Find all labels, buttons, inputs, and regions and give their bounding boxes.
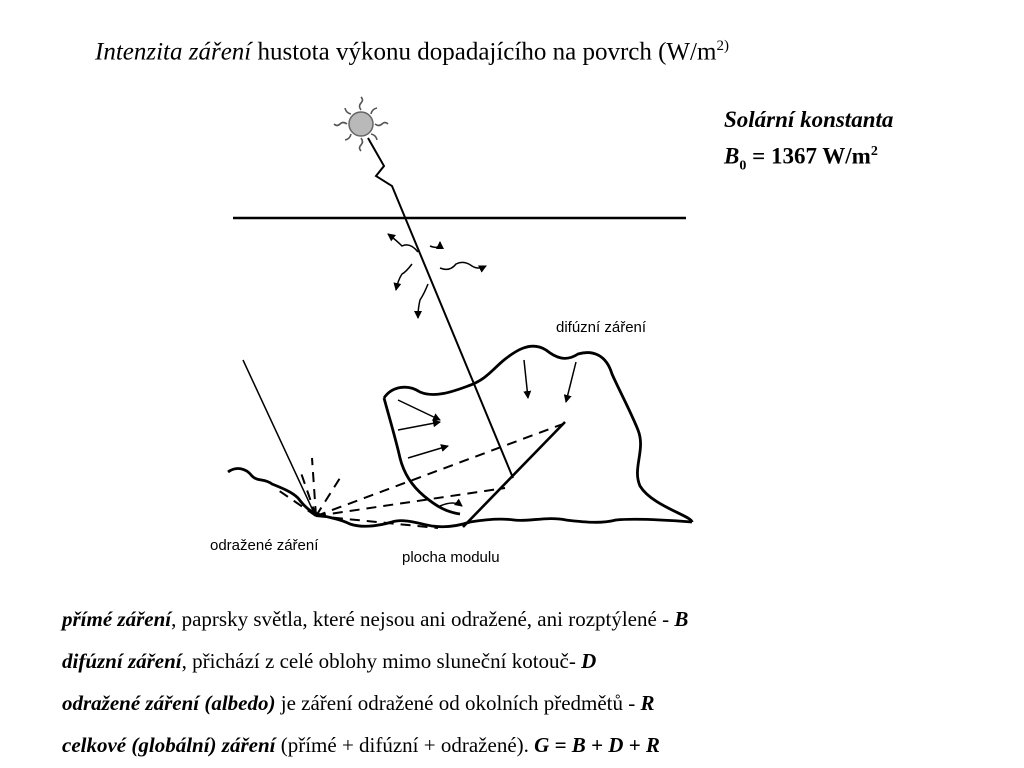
direct-beam-line [368, 138, 513, 478]
scattered-arrows [388, 234, 486, 318]
definition-symbol: B [674, 607, 689, 631]
solar-constant-sup: 2 [870, 144, 878, 159]
incoming-ray-line [243, 360, 315, 515]
definition-term: difúzní záření [62, 649, 182, 673]
definition-text: je záření odražené od okolních předmětů - [275, 691, 641, 715]
reflected-dashed-rays [278, 424, 563, 528]
title-text: hustota výkonu dopadajícího na povrch (W/m [251, 38, 717, 66]
title-term: Intenzita záření [95, 38, 252, 66]
title-sup: 2) [716, 38, 729, 54]
solar-constant-heading: Solární konstanta [724, 107, 894, 132]
cloud-outline [384, 346, 692, 522]
reflected-radiation-label: odražené záření [210, 537, 319, 554]
definition-symbol: R [640, 691, 655, 715]
definition-symbol: D [581, 649, 597, 673]
solar-constant-symbol: B [724, 143, 740, 169]
definition-row [62, 598, 688, 640]
definition-term: celkové (globální) záření [62, 733, 276, 757]
definitions-list [62, 598, 688, 766]
definition-row [62, 724, 688, 766]
module-arc-indicator [440, 503, 462, 506]
module-surface-label: plocha modulu [402, 549, 500, 566]
definition-text: , paprsky světla, které nejsou ani odražené, ani rozptýlené - [171, 607, 675, 631]
definition-row [62, 682, 688, 724]
solar-constant-sub: 0 [739, 158, 747, 174]
definition-term: přímé záření [62, 607, 172, 631]
definition-row [62, 640, 688, 682]
solar-constant-value: = 1367 W/m [746, 143, 871, 169]
definition-text: (přímé + difúzní + odražené). [275, 733, 535, 757]
module-plate [463, 422, 565, 527]
definition-symbol: G = B + D + R [534, 733, 660, 757]
definition-term: odražené záření (albedo) [62, 691, 276, 715]
definition-text: , přichází z celé oblohy mimo sluneční kotouč- [181, 649, 582, 673]
cloud-inner-outline [384, 398, 460, 514]
diffuse-radiation-label: difúzní záření [556, 319, 647, 336]
sun-icon [334, 97, 388, 151]
